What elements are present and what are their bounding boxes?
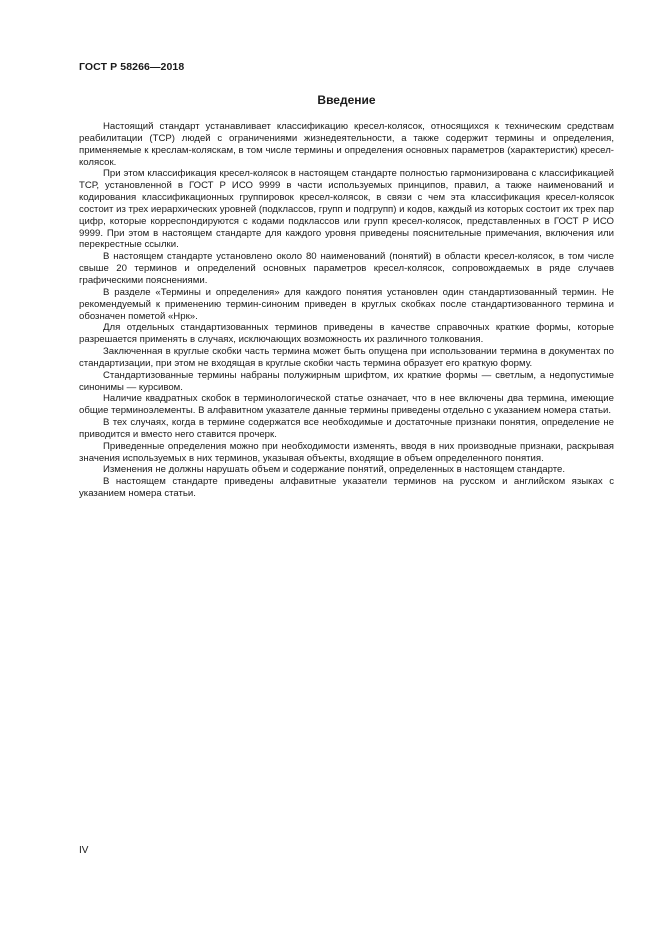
paragraph: Стандартизованные термины набраны полужирным шрифтом, их краткие формы — светлым, а недопустимые синонимы — курсивом.: [79, 369, 614, 393]
section-title: Введение: [317, 93, 376, 107]
document-code: ГОСТ Р 58266—2018: [79, 61, 185, 73]
paragraph: При этом классификация кресел-колясок в настоящем стандарте полностью гармонизирована с классификацией ТСР, установленной в ГОСТ Р ИСО 9999 в части используемых принципов, правил, а также наименований и кодирования классификационных группировок кресел-колясок, в связи с чем эта классификация кресел-колясок состоит из трех иерархических уровней (подклассов, групп и подгрупп) и кодов, каждый из которых состоит их трех пар цифр, которые корреспондируются с кодами подклассов или групп кресел-колясок, представленных в ГОСТ Р ИСО 9999. При этом в настоящем стандарте для каждого уровня приведены пояснительные примечания, включения или перекрестные ссылки.: [79, 168, 614, 251]
paragraph: Изменения не должны нарушать объем и содержание понятий, определенных в настоящем стандарте.: [103, 464, 566, 476]
paragraph: В настоящем стандарте приведены алфавитные указатели терминов на русском и английском языках с указанием номера статьи.: [79, 476, 614, 500]
paragraph: В настоящем стандарте установлено около 80 наименований (понятий) в области кресел-колясок, в том числе свыше 20 терминов и определений основных параметров кресел-колясок, сопровождаемых в ряде случаев графическими пояснениями.: [79, 251, 614, 286]
paragraph: Для отдельных стандартизованных терминов приведены в качестве справочных краткие формы, которые разрешается применять в случаях, исключающих возможность их различного толкования.: [79, 322, 614, 346]
paragraph: Настоящий стандарт устанавливает классификацию кресел-колясок, относящихся к техническим средствам реабилитации (ТСР) людей с ограничениями жизнедеятельности, а также содержит термины и определения, применяемые к креслам-коляскам, в том числе термины и определения основных параметров (характеристик) кресел-колясок.: [79, 121, 614, 168]
page-number: IV: [79, 845, 89, 856]
paragraph: Заключенная в круглые скобки часть термина может быть опущена при использовании термина в документах по стандартизации, при этом не входящая в круглые скобки часть термина образует его краткую форму.: [79, 346, 614, 369]
paragraph: В тех случаях, когда в термине содержатся все необходимые и достаточные признаки понятия, определение не приводится и вместо него ставится прочерк.: [79, 417, 614, 440]
paragraph: Наличие квадратных скобок в терминологической статье означает, что в нее включены два термина, имеющие общие терминоэлементы. В алфавитном указателе данные термины приведены отдельно с указанием номера статьи.: [79, 393, 614, 417]
paragraph: Приведенные определения можно при необходимости изменять, вводя в них производные признаки, раскрывая значения используемых в них терминов, указывая объекты, входящие в объем определенного понятия.: [79, 440, 614, 464]
paragraph: В разделе «Термины и определения» для каждого понятия установлен один стандартизованный термин. Не рекомендуемый к применению термин-синоним приведен в круглых скобках после стандартизованного термина и обозначен пометой «Нрк».: [79, 286, 614, 322]
body-text: [79, 121, 614, 500]
